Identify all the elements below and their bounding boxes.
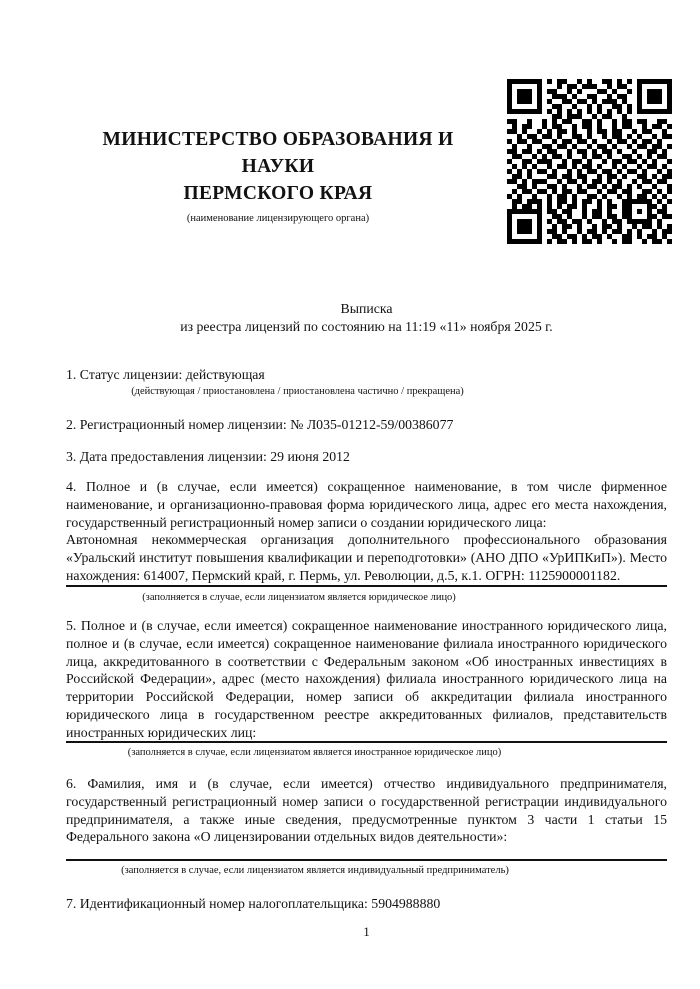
taxpayer-id-line: 7. Идентификационный номер налогоплательщика: 5904988880 bbox=[66, 896, 441, 911]
document-title bbox=[66, 300, 667, 335]
license-status-options-note: (действующая / приостановлена / приостановлена частично / прекращена) bbox=[131, 386, 464, 397]
entrepreneur-separator-rule bbox=[66, 859, 667, 861]
document-title-date-line: из реестра лицензий по состоянию на 11:19 «11» ноября 2025 г. bbox=[180, 318, 553, 334]
entrepreneur-section bbox=[66, 775, 667, 846]
legal-entity-fill-note: (заполняется в случае, если лицензиатом является юридическое лицо) bbox=[142, 592, 456, 603]
licensing-authority-name-line1: МИНИСТЕРСТВО ОБРАЗОВАНИЯ И НАУКИ bbox=[102, 129, 454, 177]
licensing-authority-caption: (наименование лицензирующего органа) bbox=[186, 213, 370, 224]
foreign-entity-separator-rule bbox=[66, 741, 667, 743]
document-title-line1: Выписка bbox=[340, 301, 393, 316]
foreign-entity-section bbox=[66, 617, 667, 742]
legal-entity-question: 4. Полное и (в случае, если имеется) сокращенное наименование, в том числе фирменное наименование, и организационно-правовая форма юридического лица, адрес его места нахождения, государственный регистрационный номер записи о создании юридического лица: bbox=[66, 479, 667, 530]
licensing-authority-name-line2: ПЕРМСКОГО КРАЯ bbox=[183, 183, 373, 204]
license-status-line: 1. Статус лицензии: действующая bbox=[66, 367, 265, 382]
entrepreneur-fill-note: (заполняется в случае, если лицензиатом является индивидуальный предприниматель) bbox=[121, 865, 509, 876]
licensing-authority-block bbox=[66, 126, 490, 226]
legal-entity-section bbox=[66, 478, 667, 585]
license-registration-number-line: 2. Регистрационный номер лицензии: № Л035-01212-59/00386077 bbox=[66, 417, 454, 432]
foreign-entity-question: 5. Полное и (в случае, если имеется) сокращенное наименование иностранного юридического лица, полное и (в случае, если имеется) сокращенное наименование филиала иностранного юридического лица, аккредитованного в соответствии с Федеральным законом «Об иностранных инвестициях в Российской Федерации», адрес (место нахождения) филиала иностранного юридического лица на территории Российской Федерации, номер записи об аккредитации филиала иностранного юридического лица в государственном реестре аккредитованных филиалов, представительств иностранных юридических лиц: bbox=[66, 618, 667, 740]
qr-code bbox=[507, 79, 672, 244]
legal-entity-value: Автономная некоммерческая организация дополнительного профессионального образования «Уральский институт повышения квалификации и переподготовки» (АНО ДПО «УрИПКиП»). Место нахождения: 614007, Пермский край, г. Пермь, ул. Революции, д.5, к.1. ОГРН: 1125900001182. bbox=[66, 532, 667, 583]
license-grant-date-line: 3. Дата предоставления лицензии: 29 июня 2012 bbox=[66, 449, 350, 464]
page-number: 1 bbox=[363, 924, 370, 939]
entrepreneur-question: 6. Фамилия, имя и (в случае, если имеется) отчество индивидуального предпринимателя, государственный регистрационный номер записи о государственной регистрации индивидуального предпринимателя, а также иные сведения, предусмотренные пунктом 3 части 1 статьи 15 Федерального закона «О лицензировании отдельных видов деятельности»: bbox=[66, 776, 667, 845]
foreign-entity-fill-note: (заполняется в случае, если лицензиатом является иностранное юридическое лицо) bbox=[127, 747, 502, 758]
legal-entity-separator-rule bbox=[66, 585, 667, 587]
